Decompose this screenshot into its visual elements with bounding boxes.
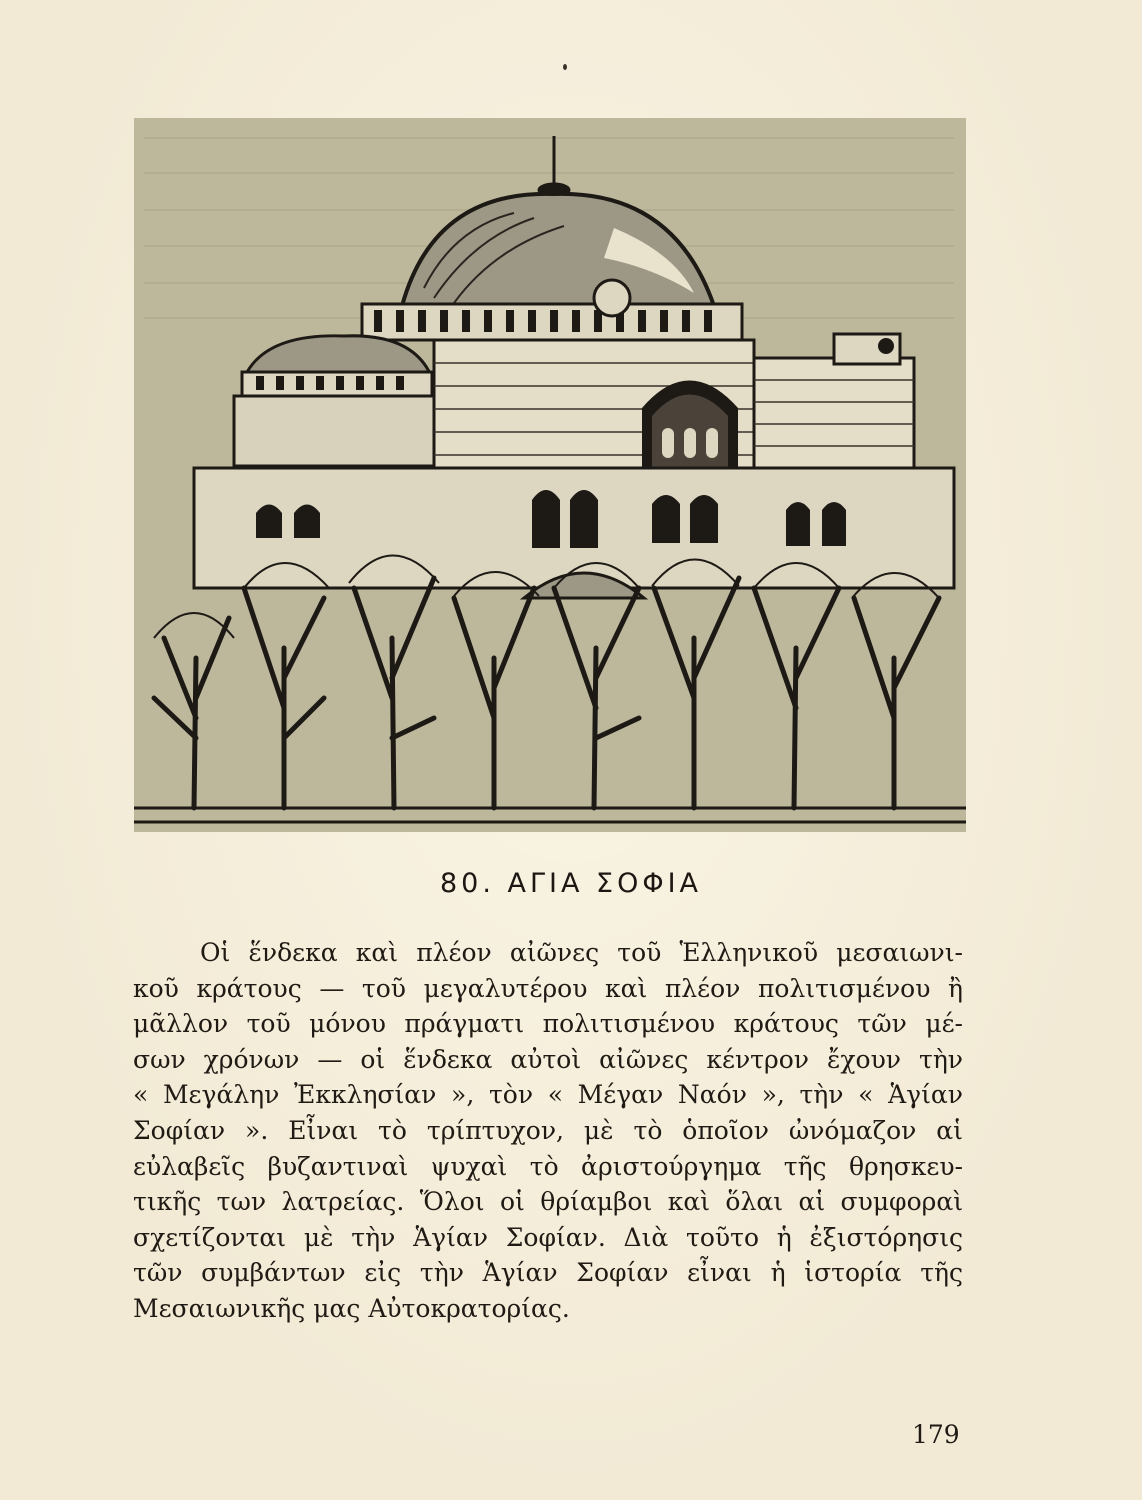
text-line: τικῆς των λατρείας. Ὅλοι οἱ θρίαμβοι καὶ ὅλαι αἱ συμφοραὶ: [133, 1187, 963, 1217]
text-line: κοῦ κράτους — τοῦ μεγαλυτέρου καὶ πλέον πολιτισμένου ἢ: [133, 973, 963, 1003]
text-line: Σοφίαν ». Εἶναι τὸ τρίπτυχον, μὲ τὸ ὁποῖον ὠνόμαζον αἱ: [133, 1115, 963, 1145]
text-line: σχετίζονται μὲ τὴν Ἁγίαν Σοφίαν. Διὰ τοῦτο ἡ ἐξιστόρησις: [133, 1222, 963, 1252]
page-number: 179: [912, 1420, 960, 1449]
text-line: εὐλαβεῖς βυζαντιναὶ ψυχαὶ τὸ ἀριστούργημα τῆς θρησκευ-: [133, 1151, 963, 1181]
text-line: Οἱ ἕνδεκα καὶ πλέον αἰῶνες τοῦ Ἑλληνικοῦ μεσαιωνι-: [200, 938, 963, 967]
text-line: σων χρόνων — οἱ ἕνδεκα αὐτοὶ αἰῶνες κέντρον ἔχουν τὴν: [133, 1044, 963, 1074]
text-line: τῶν συμβάντων εἰς τὴν Ἁγίαν Σοφίαν εἶναι ἡ ἱστορία τῆς: [133, 1258, 963, 1288]
text-line: « Μεγάλην Ἐκκλησίαν », τὸν « Μέγαν Ναόν », τὴν « Ἁγίαν: [133, 1080, 963, 1110]
ink-speck: [563, 64, 567, 70]
text-line: Μεσαιωνικῆς μας Αὐτοκρατορίας.: [133, 1293, 570, 1323]
hagia-sophia-illustration: [134, 118, 966, 832]
body-paragraph: [133, 935, 963, 1327]
figure-caption: 80. ΑΓΙΑ ΣΟΦΙΑ: [439, 868, 703, 899]
text-line: μᾶλλον τοῦ μόνου πράγματι πολιτισμένου κράτους τῶν μέ-: [133, 1009, 963, 1039]
woodcut-image: [134, 118, 966, 832]
